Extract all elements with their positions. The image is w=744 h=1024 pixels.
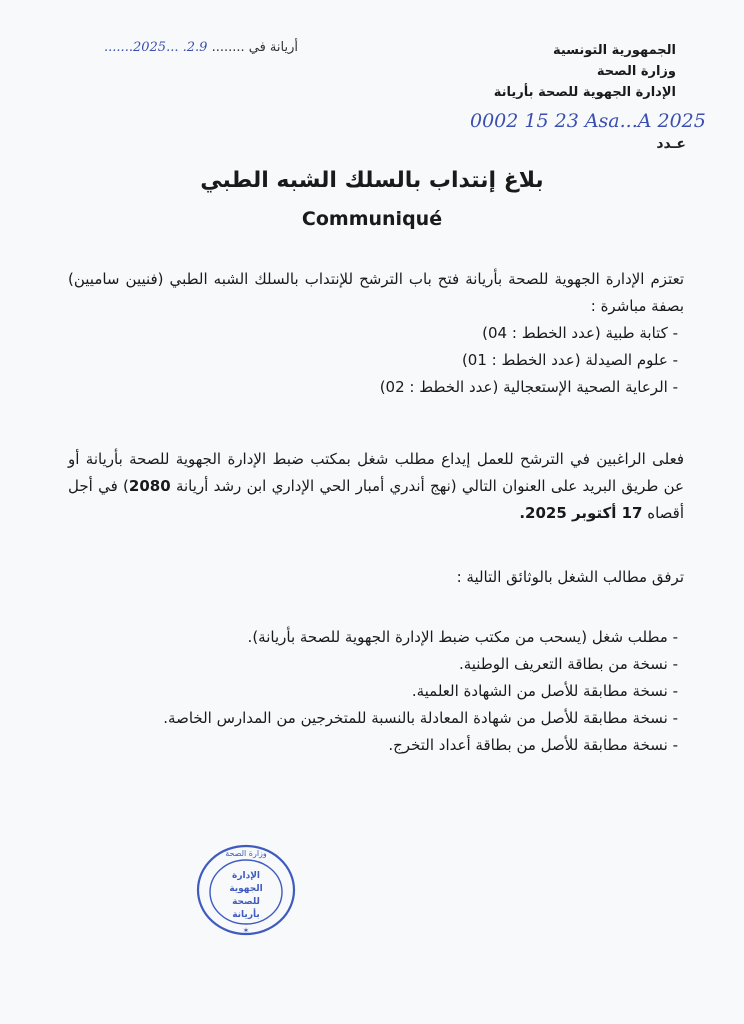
place-date: [88, 40, 298, 55]
document-item: - نسخة من بطاقة التعريف الوطنية.: [458, 655, 678, 673]
document-item: - نسخة مطابقة للأصل من الشهادة العلمية.: [411, 682, 678, 700]
documents-list: [68, 624, 684, 759]
official-stamp: [194, 842, 298, 938]
intro-text: تعتزم الإدارة الجهوية للصحة بأريانة فتح باب الترشح للإنتداب بالسلك الشبه الطبي (فنيين ساميين) بصفة مباشرة :: [68, 270, 684, 315]
page-title-arabic: بلاغ إنتداب بالسلك الشبه الطبي: [200, 168, 544, 193]
stamp-text-line: الجهوية: [229, 884, 263, 894]
postal-code: 2080: [128, 477, 171, 495]
documents-heading: ترفق مطالب الشغل بالوثائق التالية :: [456, 568, 684, 586]
directorate-name: الإدارة الجهوية للصحة بأريانة: [493, 85, 676, 100]
place-date-prefix: أريانة في ........: [211, 40, 298, 55]
application-paragraph: [68, 446, 684, 527]
page-title-french: Communiqué: [301, 208, 443, 230]
republic-name: الجمهورية التونسية: [552, 43, 676, 58]
deadline-date: 17 أكتوبر 2025.: [519, 504, 643, 522]
position-item: - الرعاية الصحية الإستعجالية (عدد الخطط : 02): [379, 378, 678, 396]
position-item: - علوم الصيدلة (عدد الخطط : 01): [461, 351, 678, 369]
stamp-text-line: بأريانة: [232, 910, 260, 920]
reference-label: عـدد: [656, 136, 686, 152]
stamp-text-line: الإدارة: [232, 871, 260, 881]
application-text: فعلى الراغبين في الترشح للعمل إيداع مطلب شغل بمكتب ضبط الإدارة الجهوية للصحة بأريانة أو عن طريق البريد على العنوان التالي (نهج أندري أمبار الحي الإداري ابن رشد أريانة: [68, 450, 684, 495]
stamp-star-icon: ✶: [242, 926, 250, 935]
position-item: - كتابة طبية (عدد الخطط : 04): [482, 324, 678, 342]
date-handwritten: 2.9. ...2025.......: [104, 40, 208, 55]
application-text-cont: ) في أجل أقصاه: [68, 477, 684, 522]
letterhead: [456, 40, 676, 103]
reference-number-handwritten: 0002 15 23 Asa...A 2025: [470, 110, 706, 132]
ministry-name: وزارة الصحة: [596, 64, 676, 79]
document-item: - نسخة مطابقة للأصل من بطاقة أعداد التخرج.: [388, 736, 678, 754]
document-item: - مطلب شغل (يسحب من مكتب ضبط الإدارة الجهوية للصحة بأريانة).: [247, 628, 678, 646]
document-item: - نسخة مطابقة للأصل من شهادة المعادلة بالنسبة للمتخرجين من المدارس الخاصة.: [163, 709, 678, 727]
intro-paragraph: [68, 266, 684, 401]
stamp-text-ring: وزارة الصحة: [225, 849, 267, 858]
stamp-text-line: للصحة: [232, 897, 260, 907]
